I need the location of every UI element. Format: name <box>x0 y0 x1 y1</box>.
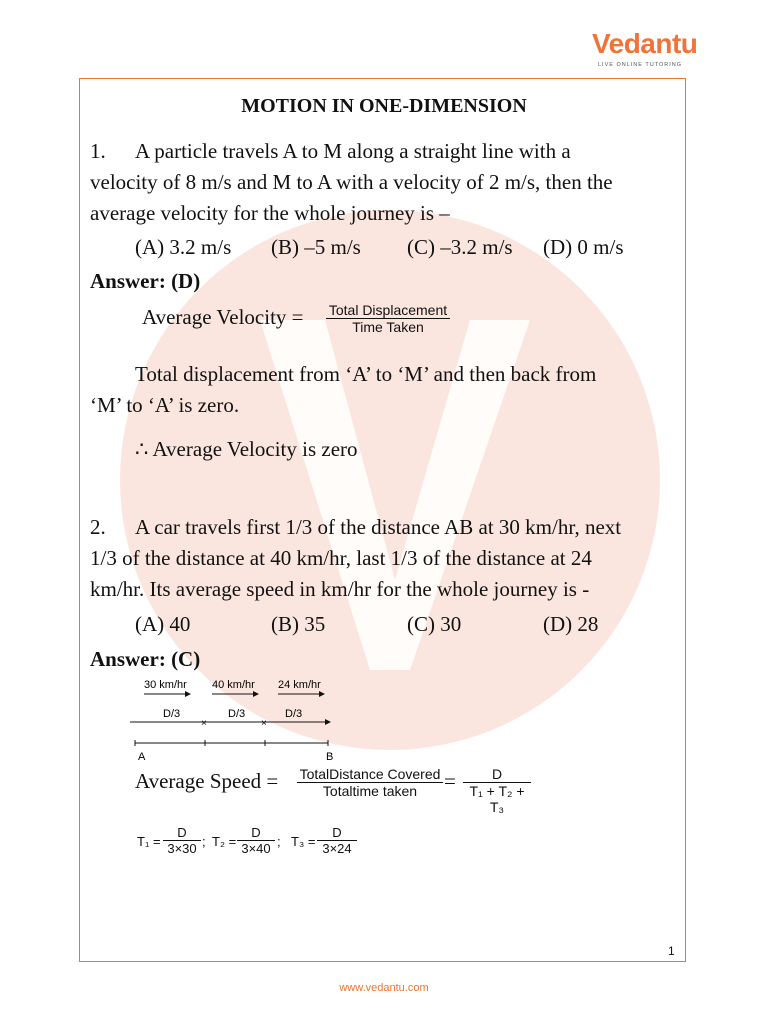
t3-fraction <box>317 825 357 856</box>
q2-speed-lhs: Average Speed = <box>135 769 279 793</box>
q2-number: 2. <box>90 515 106 539</box>
q1-line2: velocity of 8 m/s and M to A with a velocity of 2 m/s, then the <box>90 170 613 194</box>
point-b-label: B <box>326 751 334 763</box>
q1-answer: Answer: (D) <box>90 269 201 293</box>
q2-speed-denominator-1: Totaltime taken <box>297 782 443 799</box>
q1-formula-fraction <box>326 302 450 335</box>
segment-divider-1: × <box>201 718 207 729</box>
q1-formula-denominator: Time Taken <box>326 318 450 335</box>
t1-numerator: D <box>177 825 187 840</box>
footer-url[interactable]: www.vedantu.com <box>339 982 429 994</box>
q2-speed-fraction-2 <box>463 766 531 815</box>
q2-speed-fraction-1 <box>297 766 443 799</box>
q2-speed-numerator-2: D <box>491 766 503 782</box>
t2-denominator: 3×40 <box>237 840 275 856</box>
q2-option-b: (B) 35 <box>271 612 326 636</box>
q1-explanation-line1: Total displacement from ‘A’ to ‘M’ and then back from <box>135 362 597 386</box>
q2-option-c: (C) 30 <box>407 612 462 636</box>
distance-diagram <box>130 675 350 770</box>
segment-label-2: D/3 <box>228 708 246 720</box>
q2-speed-numerator-1: TotalDistance Covered <box>299 766 441 782</box>
t1-lhs: T₁ = <box>137 834 161 849</box>
q2-line1: A car travels first 1/3 of the distance AB at 30 km/hr, next <box>135 515 622 539</box>
t2-numerator: D <box>251 825 261 840</box>
t1-separator: ; <box>202 834 206 849</box>
t2-lhs: T₂ = <box>212 834 237 849</box>
q2-option-d: (D) 28 <box>543 612 599 636</box>
vedantu-logo: Vedantu <box>592 28 698 59</box>
q1-option-a: (A) 3.2 m/s <box>135 235 232 259</box>
q1-option-c: (C) –3.2 m/s <box>407 235 513 259</box>
q1-line1: A particle travels A to M along a straight line with a <box>135 139 571 163</box>
q1-option-d: (D) 0 m/s <box>543 235 624 259</box>
t3-denominator: 3×24 <box>317 840 357 856</box>
t1-fraction <box>163 825 201 856</box>
t3-numerator: D <box>332 825 342 840</box>
q2-line3: km/hr. Its average speed in km/hr for the whole journey is - <box>90 577 590 601</box>
page-title: MOTION IN ONE-DIMENSION <box>241 95 527 117</box>
speed-label-2: 40 km/hr <box>212 679 255 691</box>
q1-number: 1. <box>90 139 106 163</box>
logo-tagline: LIVE ONLINE TUTORING <box>598 62 682 68</box>
q1-formula-lhs: Average Velocity = <box>142 305 304 329</box>
t2-fraction <box>237 825 275 856</box>
q2-speed-denominator-2: T₁ + T₂ + T₃ <box>463 782 531 815</box>
segment-label-1: D/3 <box>163 708 181 720</box>
q1-formula-numerator: Total Displacement <box>328 302 448 318</box>
q1-line3: average velocity for the whole journey is – <box>90 201 450 225</box>
page-number: 1 <box>668 944 675 958</box>
q1-conclusion: ∴ Average Velocity is zero <box>135 437 358 461</box>
speed-label-3: 24 km/hr <box>278 679 321 691</box>
q2-line2: 1/3 of the distance at 40 km/hr, last 1/3 of the distance at 24 <box>90 546 592 570</box>
point-a-label: A <box>138 751 146 763</box>
t2-separator: ; <box>277 834 281 849</box>
segment-label-3: D/3 <box>285 708 303 720</box>
q1-option-b: (B) –5 m/s <box>271 235 361 259</box>
q2-answer: Answer: (C) <box>90 647 201 671</box>
t3-lhs: T₃ = <box>291 834 316 849</box>
q1-explanation-line2: ‘M’ to ‘A’ is zero. <box>90 393 240 417</box>
q2-speed-equals: = <box>444 769 456 793</box>
segment-divider-2: × <box>261 718 267 729</box>
speed-label-1: 30 km/hr <box>144 679 187 691</box>
t1-denominator: 3×30 <box>163 840 201 856</box>
q2-option-a: (A) 40 <box>135 612 191 636</box>
